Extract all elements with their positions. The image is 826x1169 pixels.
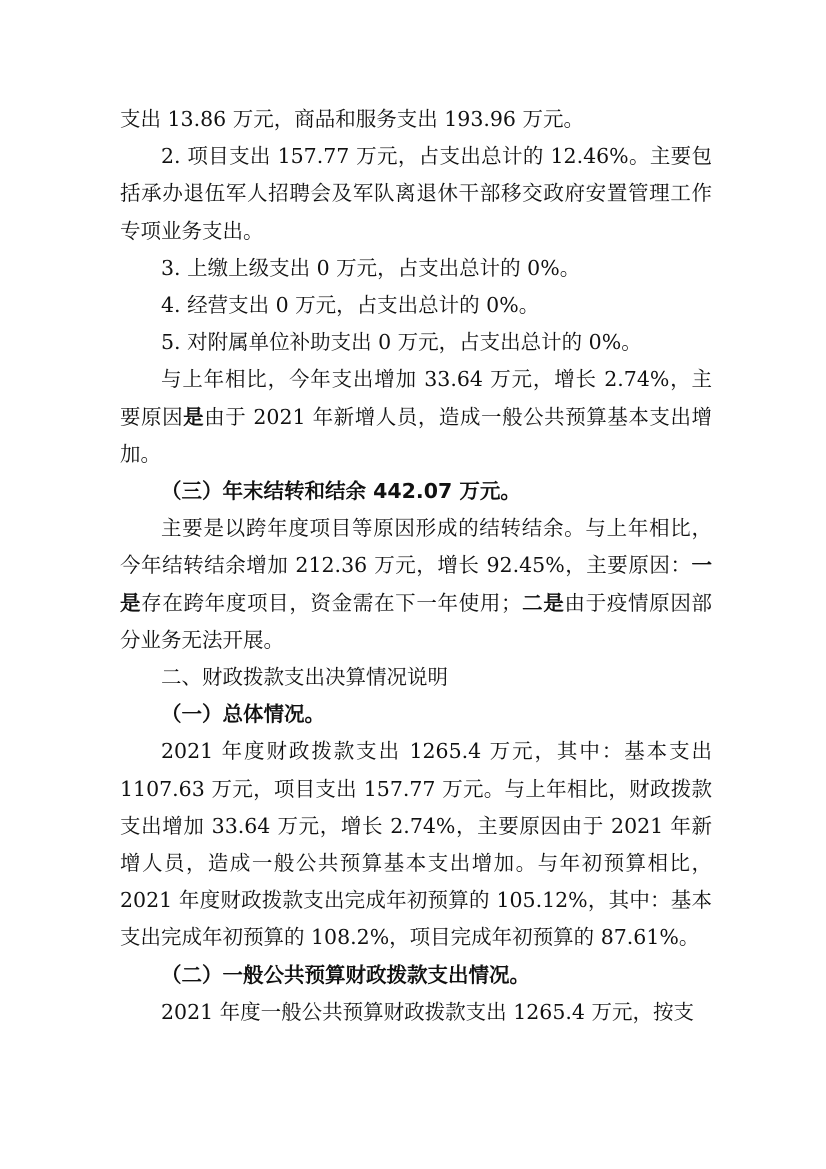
yoy-bold-1: 是 [183,404,205,429]
heading-general-budget: （二）一般公共预算财政拨款支出情况。 [161,962,530,987]
balance-text-3: 由于疫情原因部分业务无法开展。 [120,590,713,652]
heading-overall: （一）总体情况。 [161,702,325,727]
balance-text-1: 主要是以跨年度项目等原因形成的结转结余。与上年相比，今年结转结余增加 212.36 万元，增长 92.45%，主要原因： [120,516,712,578]
heading-year-end-balance: （三）年末结转和结余 442.07 万元。 [161,479,521,504]
paragraph-remit-superior: 3. 上缴上级支出 0 万元，占支出总计的 0%。 [161,255,581,280]
document-page [120,101,712,1031]
yoy-text-2: 由于 2021 年新增人员，造成一般公共预算基本支出增加。 [120,404,713,466]
paragraph-overall-details: 2021 年度财政拨款支出 1265.4 万元，其中：基本支出 1107.63 万元，项目支出 157.77 万元。与上年相比，财政拨款支出增加 33.64 万元，增长 2.74%，主要原因由于 2021 年新增人员，造成一般公共预算基本支出增加。与年初预算相比，2021 年度财政拨款支出完成年初预算的 105.12%，其中：基本支出完成年初预算的 108.2%，项目完成年初预算的 87.61%。 [120,739,712,950]
paragraph-subsidiary-subsidy: 5. 对附属单位补助支出 0 万元，占支出总计的 0%。 [161,330,642,355]
paragraph-operating-expenditure: 4. 经营支出 0 万元，占支出总计的 0%。 [161,293,540,318]
heading-section-two: 二、财政拨款支出决算情况说明 [161,665,448,690]
yoy-text-1: 与上年相比，今年支出增加 33.64 万元，增长 2.74%，主要原因 [120,367,712,429]
paragraph-general-budget: 2021 年度一般公共预算财政拨款支出 1265.4 万元，按支 [161,999,694,1024]
balance-text-2: 存在跨年度项目，资金需在下一年使用； [141,590,522,615]
paragraph-continuation: 支出 13.86 万元，商品和服务支出 193.96 万元。 [120,107,584,131]
paragraph-balance-details [120,510,712,659]
paragraph-yoy-change [120,361,712,473]
balance-bold-1: 一是 [120,553,712,615]
paragraph-project-expenditure: 2. 项目支出 157.77 万元，占支出总计的 12.46%。主要包括承办退伍军人招聘会及军队离退休干部移交政府安置管理工作专项业务支出。 [120,144,712,243]
balance-bold-2: 二是 [521,590,565,615]
